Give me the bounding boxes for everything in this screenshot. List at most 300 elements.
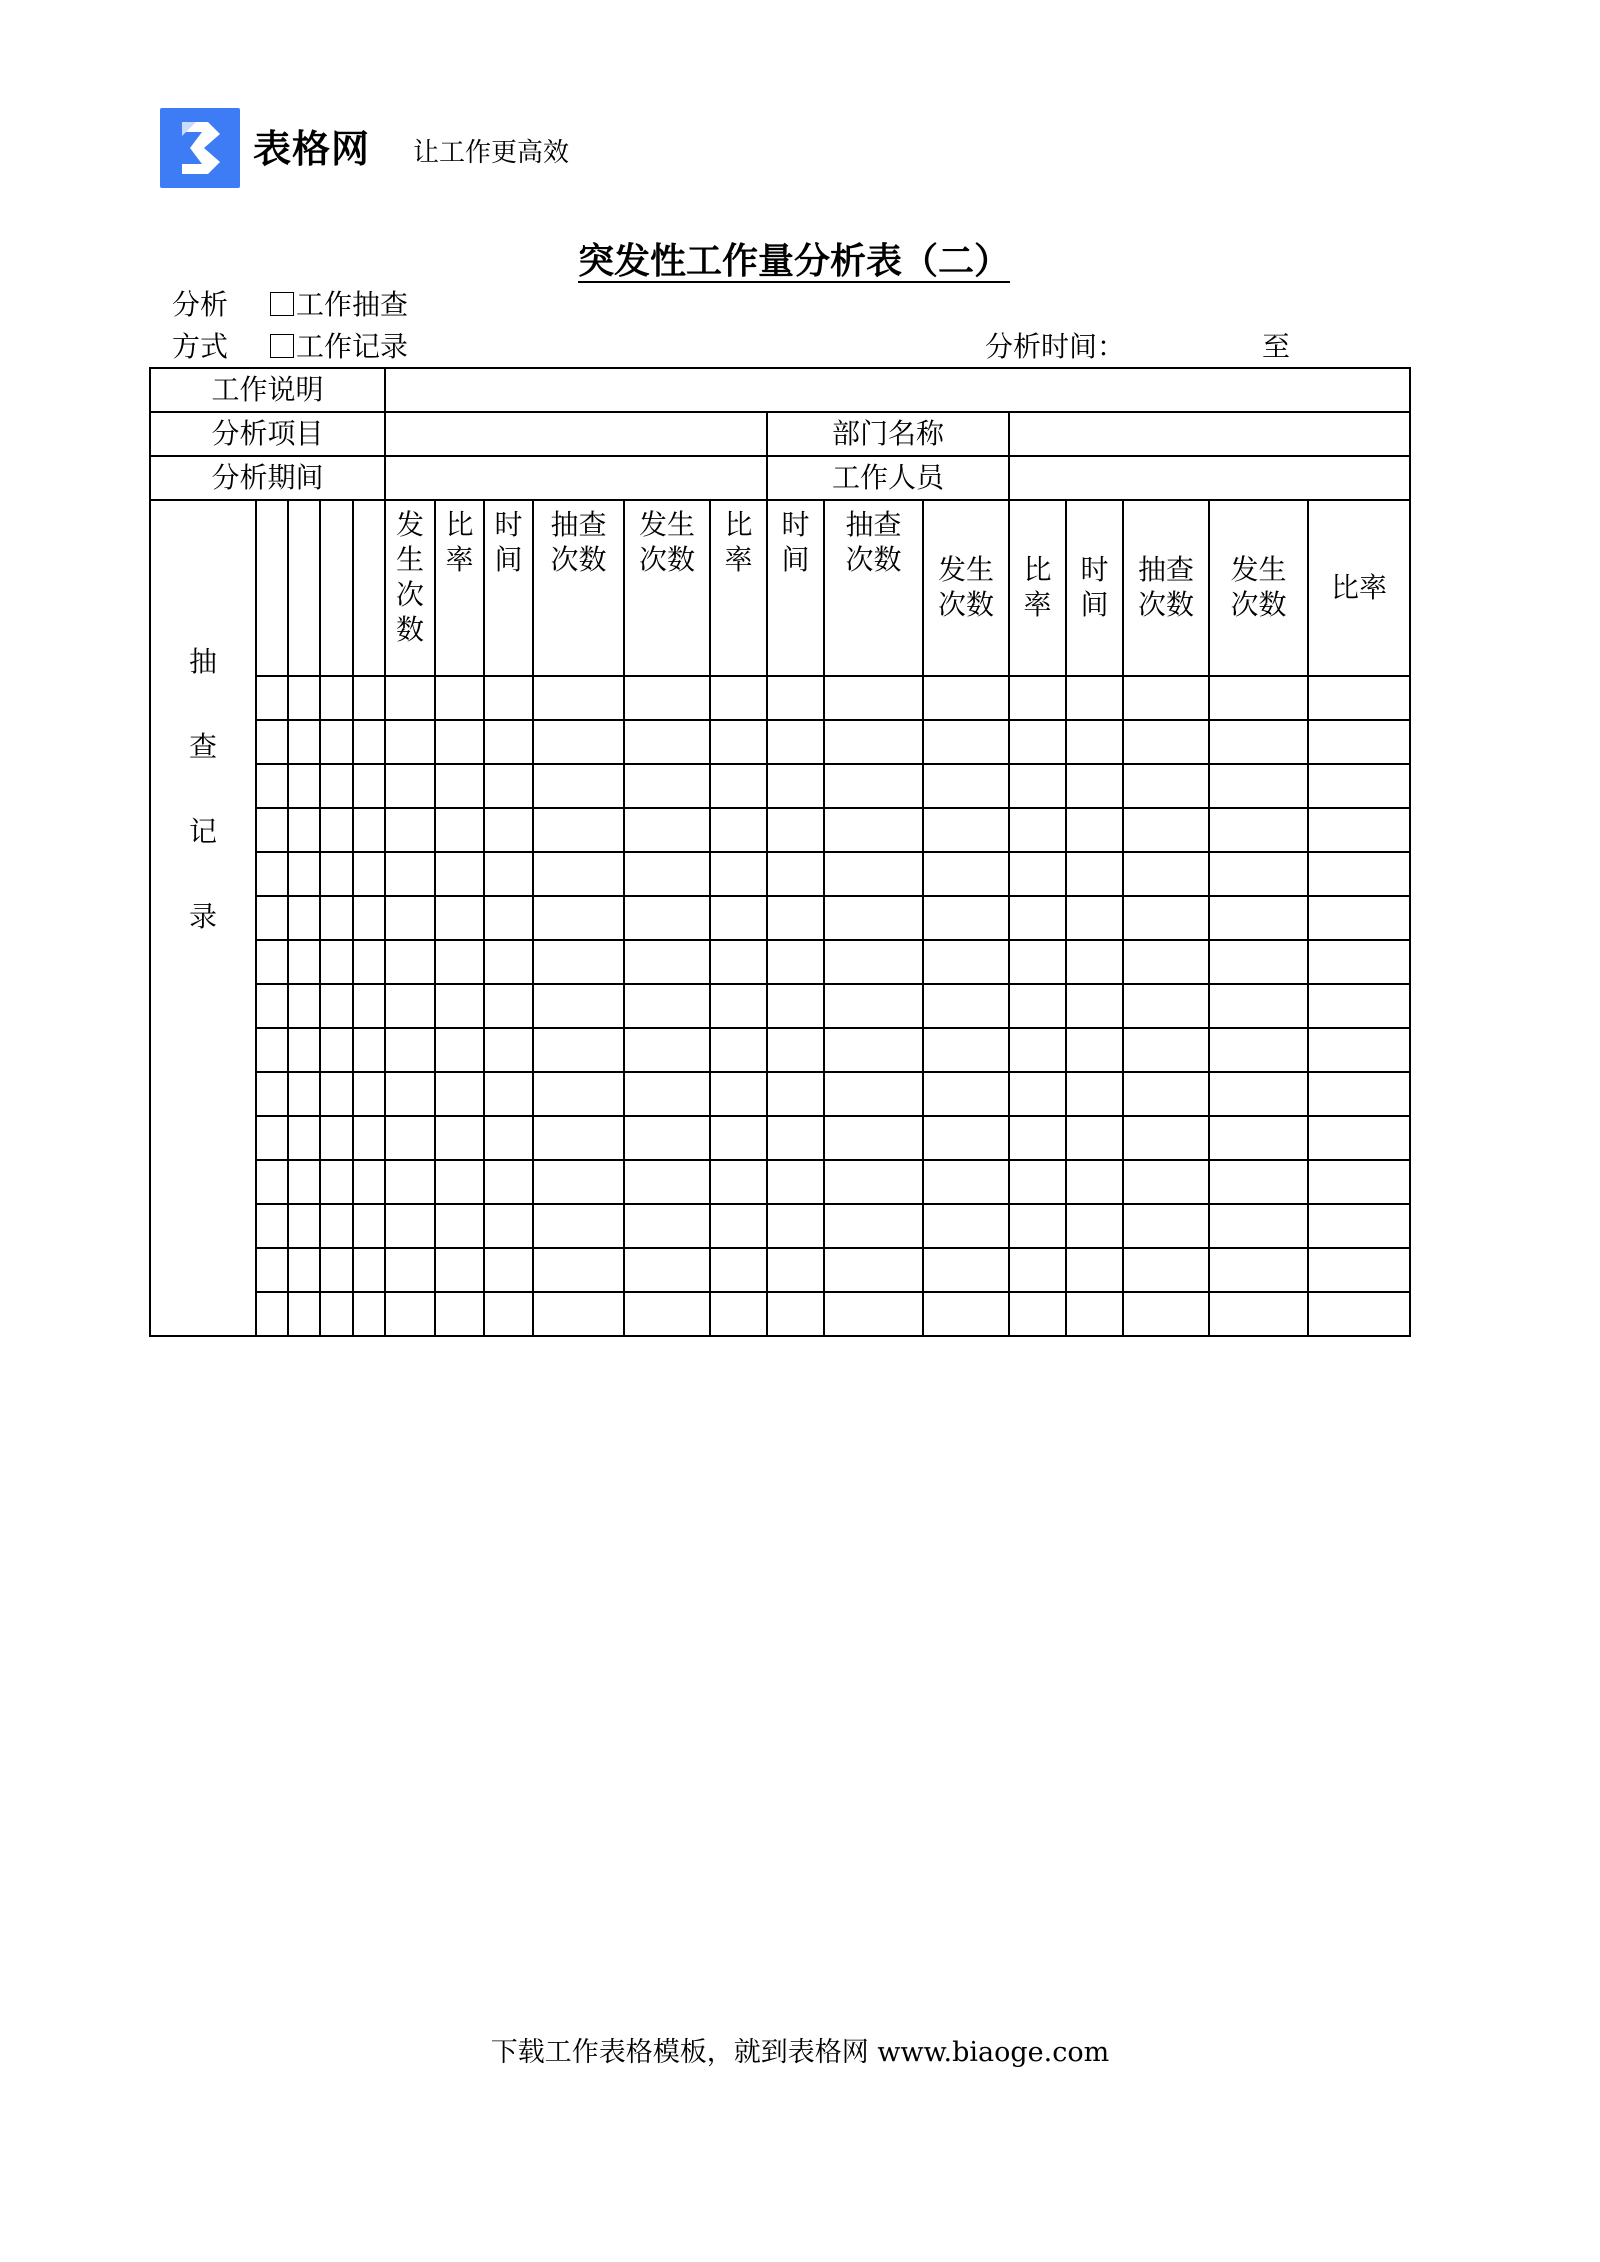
table-cell[interactable] [320, 1204, 353, 1248]
table-cell[interactable] [824, 1292, 923, 1336]
table-cell[interactable] [1123, 1248, 1209, 1292]
table-cell[interactable] [533, 1292, 624, 1336]
table-cell[interactable] [533, 1204, 624, 1248]
table-cell[interactable] [624, 720, 710, 764]
table-cell[interactable] [1123, 1116, 1209, 1160]
table-cell[interactable] [320, 1072, 353, 1116]
table-cell[interactable] [288, 808, 320, 852]
table-cell[interactable] [256, 1116, 288, 1160]
table-cell[interactable] [824, 984, 923, 1028]
table-cell[interactable] [824, 852, 923, 896]
table-cell[interactable] [1308, 764, 1410, 808]
table-cell[interactable] [288, 1160, 320, 1204]
table-cell[interactable] [1009, 808, 1066, 852]
table-cell[interactable] [1209, 808, 1308, 852]
table-cell[interactable] [385, 940, 435, 984]
table-cell[interactable] [1066, 852, 1123, 896]
table-cell[interactable] [767, 852, 824, 896]
table-cell[interactable] [1009, 1116, 1066, 1160]
table-cell[interactable] [1009, 1248, 1066, 1292]
table-cell[interactable] [435, 1028, 484, 1072]
table-cell[interactable] [923, 808, 1009, 852]
table-cell[interactable] [1123, 896, 1209, 940]
table-cell[interactable] [435, 1204, 484, 1248]
table-cell[interactable] [353, 896, 385, 940]
table-cell[interactable] [435, 764, 484, 808]
table-cell[interactable] [435, 1292, 484, 1336]
table-cell[interactable] [767, 1028, 824, 1072]
table-cell[interactable] [1066, 1204, 1123, 1248]
column-header-text: 次数 [1138, 587, 1195, 621]
table-cell[interactable] [1009, 1204, 1066, 1248]
work-record-checkbox[interactable] [270, 334, 294, 358]
table-cell[interactable] [484, 1204, 533, 1248]
spot-check-checkbox[interactable] [270, 292, 294, 316]
table-cell[interactable] [1308, 852, 1410, 896]
table-cell[interactable] [288, 1248, 320, 1292]
table-cell[interactable] [1209, 1072, 1308, 1116]
table-cell[interactable] [435, 808, 484, 852]
table-cell[interactable] [1308, 984, 1410, 1028]
table-cell[interactable] [385, 1028, 435, 1072]
table-cell[interactable] [435, 852, 484, 896]
column-header-text: 间 [1080, 587, 1109, 621]
table-cell[interactable] [1123, 808, 1209, 852]
table-cell[interactable] [923, 984, 1009, 1028]
table-cell[interactable] [256, 1028, 288, 1072]
table-cell[interactable] [320, 896, 353, 940]
table-cell[interactable] [923, 940, 1009, 984]
table-cell[interactable] [710, 1248, 767, 1292]
table-cell[interactable] [1209, 720, 1308, 764]
table-cell[interactable] [824, 720, 923, 764]
table-cell[interactable] [1123, 1028, 1209, 1072]
table-cell[interactable] [767, 896, 824, 940]
work-desc-field[interactable] [385, 368, 1410, 412]
table-cell[interactable] [533, 1248, 624, 1292]
table-cell[interactable] [1209, 1116, 1308, 1160]
table-cell[interactable] [385, 984, 435, 1028]
table-cell[interactable] [923, 676, 1009, 720]
table-cell[interactable] [1009, 1072, 1066, 1116]
table-cell[interactable] [256, 808, 288, 852]
table-cell[interactable] [1123, 940, 1209, 984]
table-cell[interactable] [533, 896, 624, 940]
table-cell[interactable] [1123, 984, 1209, 1028]
table-cell[interactable] [484, 896, 533, 940]
table-cell[interactable] [767, 1160, 824, 1204]
table-cell[interactable] [435, 1116, 484, 1160]
table-cell[interactable] [767, 676, 824, 720]
table-cell[interactable] [1308, 1204, 1410, 1248]
table-cell[interactable] [824, 808, 923, 852]
table-cell[interactable] [624, 676, 710, 720]
table-cell[interactable] [1209, 896, 1308, 940]
table-cell[interactable] [624, 1028, 710, 1072]
table-cell[interactable] [484, 1248, 533, 1292]
table-cell[interactable] [353, 1292, 385, 1336]
table-cell[interactable] [256, 764, 288, 808]
table-cell[interactable] [824, 1072, 923, 1116]
table-cell[interactable] [385, 1292, 435, 1336]
table-cell[interactable] [288, 764, 320, 808]
table-cell[interactable] [353, 1204, 385, 1248]
table-cell[interactable] [1009, 852, 1066, 896]
table-cell[interactable] [288, 676, 320, 720]
table-cell[interactable] [923, 1248, 1009, 1292]
table-cell[interactable] [1308, 1116, 1410, 1160]
table-cell[interactable] [923, 764, 1009, 808]
table-cell[interactable] [1209, 1160, 1308, 1204]
table-cell[interactable] [256, 940, 288, 984]
table-cell[interactable] [1066, 1028, 1123, 1072]
table-cell[interactable] [923, 1160, 1009, 1204]
table-cell[interactable] [1308, 808, 1410, 852]
table-cell[interactable] [353, 984, 385, 1028]
column-header-text: 次数 [550, 543, 607, 576]
table-cell[interactable] [435, 984, 484, 1028]
table-cell[interactable] [1209, 1248, 1308, 1292]
table-cell[interactable] [923, 852, 1009, 896]
column-header [1009, 500, 1066, 676]
table-cell[interactable] [767, 1204, 824, 1248]
table-cell[interactable] [1123, 1292, 1209, 1336]
table-cell[interactable] [256, 676, 288, 720]
table-cell[interactable] [484, 984, 533, 1028]
table-cell[interactable] [288, 1028, 320, 1072]
table-cell[interactable] [533, 676, 624, 720]
table-cell[interactable] [767, 940, 824, 984]
table-cell[interactable] [1066, 1248, 1123, 1292]
side-label-char: 记 [188, 815, 217, 848]
table-cell[interactable] [624, 1248, 710, 1292]
table-cell[interactable] [484, 720, 533, 764]
table-cell[interactable] [1308, 1292, 1410, 1336]
table-cell[interactable] [767, 764, 824, 808]
table-cell[interactable] [385, 1072, 435, 1116]
table-cell[interactable] [533, 720, 624, 764]
table-cell[interactable] [1066, 896, 1123, 940]
table-cell[interactable] [533, 1072, 624, 1116]
table-cell[interactable] [385, 764, 435, 808]
table-cell[interactable] [923, 1204, 1009, 1248]
table-cell[interactable] [385, 1204, 435, 1248]
table-cell[interactable] [767, 1292, 824, 1336]
table-cell[interactable] [1308, 676, 1410, 720]
table-cell[interactable] [353, 808, 385, 852]
table-cell[interactable] [353, 1072, 385, 1116]
table-cell[interactable] [824, 1204, 923, 1248]
table-cell[interactable] [1209, 940, 1308, 984]
table-cell[interactable] [435, 676, 484, 720]
table-cell[interactable] [624, 1072, 710, 1116]
table-cell[interactable] [533, 1160, 624, 1204]
table-cell[interactable] [320, 1292, 353, 1336]
table-cell[interactable] [767, 1116, 824, 1160]
table-cell[interactable] [1009, 720, 1066, 764]
table-cell[interactable] [824, 896, 923, 940]
table-cell[interactable] [1066, 984, 1123, 1028]
table-cell[interactable] [1009, 1292, 1066, 1336]
table-cell[interactable] [710, 1160, 767, 1204]
table-cell[interactable] [256, 1072, 288, 1116]
table-cell[interactable] [767, 720, 824, 764]
table-row [150, 720, 1410, 764]
table-cell[interactable] [1009, 676, 1066, 720]
table-row [150, 1072, 1410, 1116]
brand-logo [160, 108, 240, 188]
table-row [150, 896, 1410, 940]
column-header-row [150, 500, 1410, 676]
table-cell[interactable] [385, 808, 435, 852]
table-cell[interactable] [353, 940, 385, 984]
table-cell[interactable] [320, 852, 353, 896]
column-header-text: 发生 [639, 508, 696, 541]
table-cell[interactable] [320, 1116, 353, 1160]
table-cell[interactable] [484, 1292, 533, 1336]
option-work-record[interactable] [270, 325, 408, 365]
table-cell[interactable] [824, 1160, 923, 1204]
table-cell[interactable] [710, 720, 767, 764]
table-cell[interactable] [353, 1248, 385, 1292]
table-cell[interactable] [288, 1204, 320, 1248]
table-cell[interactable] [767, 984, 824, 1028]
table-cell[interactable] [385, 720, 435, 764]
table-cell[interactable] [435, 1248, 484, 1292]
table-row [150, 940, 1410, 984]
table-cell[interactable] [1123, 1160, 1209, 1204]
table-cell[interactable] [484, 1160, 533, 1204]
column-header-text: 生 [396, 543, 425, 576]
table-cell[interactable] [710, 1204, 767, 1248]
table-cell[interactable] [710, 984, 767, 1028]
table-cell[interactable] [1009, 896, 1066, 940]
table-cell[interactable] [1209, 764, 1308, 808]
table-cell[interactable] [710, 1072, 767, 1116]
table-cell[interactable] [484, 1072, 533, 1116]
table-cell[interactable] [824, 1116, 923, 1160]
table-cell[interactable] [1308, 1072, 1410, 1116]
table-cell[interactable] [353, 764, 385, 808]
table-cell[interactable] [320, 720, 353, 764]
table-cell[interactable] [624, 896, 710, 940]
table-cell[interactable] [710, 1028, 767, 1072]
table-cell[interactable] [1123, 1204, 1209, 1248]
table-cell[interactable] [256, 1204, 288, 1248]
table-cell[interactable] [353, 1116, 385, 1160]
table-cell[interactable] [1066, 676, 1123, 720]
table-cell[interactable] [385, 1116, 435, 1160]
table-cell[interactable] [256, 1292, 288, 1336]
table-cell[interactable] [385, 896, 435, 940]
table-cell[interactable] [1308, 720, 1410, 764]
table-row [150, 1292, 1410, 1336]
table-cell[interactable] [710, 764, 767, 808]
table-cell[interactable] [320, 764, 353, 808]
table-cell[interactable] [767, 1072, 824, 1116]
table-cell[interactable] [288, 1072, 320, 1116]
table-cell[interactable] [435, 1072, 484, 1116]
table-cell[interactable] [533, 1116, 624, 1160]
dept-field[interactable] [1009, 412, 1410, 456]
table-cell[interactable] [767, 1248, 824, 1292]
table-cell[interactable] [1308, 896, 1410, 940]
table-cell[interactable] [1066, 1072, 1123, 1116]
table-cell[interactable] [624, 1204, 710, 1248]
table-cell[interactable] [288, 720, 320, 764]
table-cell[interactable] [288, 1292, 320, 1336]
table-cell[interactable] [320, 676, 353, 720]
table-cell[interactable] [1123, 720, 1209, 764]
table-cell[interactable] [1123, 676, 1209, 720]
table-cell[interactable] [1066, 720, 1123, 764]
table-cell[interactable] [1308, 1160, 1410, 1204]
table-cell[interactable] [624, 1292, 710, 1336]
table-cell[interactable] [1308, 1028, 1410, 1072]
table-cell[interactable] [923, 1072, 1009, 1116]
table-cell[interactable] [624, 1160, 710, 1204]
table-row [150, 808, 1410, 852]
table-cell[interactable] [256, 896, 288, 940]
table-cell[interactable] [1009, 940, 1066, 984]
table-cell[interactable] [710, 808, 767, 852]
table-row [150, 412, 1410, 456]
table-cell[interactable] [484, 808, 533, 852]
side-label-char: 抽 [188, 645, 217, 678]
table-cell[interactable] [824, 676, 923, 720]
table-cell[interactable] [1066, 940, 1123, 984]
column-header [1308, 500, 1410, 676]
table-cell[interactable] [1209, 984, 1308, 1028]
table-cell[interactable] [824, 940, 923, 984]
column-header-text: 次数 [845, 543, 902, 576]
table-cell[interactable] [1009, 1160, 1066, 1204]
table-cell[interactable] [1308, 940, 1410, 984]
table-cell[interactable] [353, 676, 385, 720]
table-cell[interactable] [710, 1292, 767, 1336]
table-cell[interactable] [256, 720, 288, 764]
table-cell[interactable] [767, 808, 824, 852]
table-cell[interactable] [435, 896, 484, 940]
table-cell[interactable] [385, 676, 435, 720]
table-cell[interactable] [710, 896, 767, 940]
table-cell[interactable] [353, 1160, 385, 1204]
table-cell[interactable] [1066, 1292, 1123, 1336]
table-cell[interactable] [923, 720, 1009, 764]
table-cell[interactable] [256, 1160, 288, 1204]
table-cell[interactable] [484, 1116, 533, 1160]
table-cell[interactable] [484, 852, 533, 896]
table-cell[interactable] [923, 896, 1009, 940]
table-cell[interactable] [923, 1116, 1009, 1160]
table-cell[interactable] [484, 764, 533, 808]
table-cell[interactable] [385, 1248, 435, 1292]
table-cell[interactable] [256, 852, 288, 896]
table-cell[interactable] [1009, 1028, 1066, 1072]
table-cell[interactable] [533, 940, 624, 984]
table-cell[interactable] [923, 1028, 1009, 1072]
column-header [710, 500, 767, 676]
table-cell[interactable] [484, 1028, 533, 1072]
table-cell[interactable] [288, 1116, 320, 1160]
table-cell[interactable] [385, 1160, 435, 1204]
table-cell[interactable] [533, 764, 624, 808]
table-cell[interactable] [533, 1028, 624, 1072]
table-cell[interactable] [1209, 852, 1308, 896]
table-cell[interactable] [624, 808, 710, 852]
table-cell[interactable] [533, 852, 624, 896]
table-cell[interactable] [624, 764, 710, 808]
table-cell[interactable] [385, 852, 435, 896]
table-cell[interactable] [824, 1248, 923, 1292]
table-cell[interactable] [533, 808, 624, 852]
table-cell[interactable] [320, 808, 353, 852]
table-cell[interactable] [288, 852, 320, 896]
table-cell[interactable] [353, 720, 385, 764]
table-cell[interactable] [1308, 1248, 1410, 1292]
table-cell[interactable] [484, 676, 533, 720]
table-cell[interactable] [824, 764, 923, 808]
table-cell[interactable] [533, 984, 624, 1028]
table-cell[interactable] [1009, 764, 1066, 808]
table-cell[interactable] [435, 720, 484, 764]
table-cell[interactable] [435, 1160, 484, 1204]
table-cell[interactable] [1066, 764, 1123, 808]
table-cell[interactable] [320, 1028, 353, 1072]
period-field[interactable] [385, 456, 767, 500]
table-cell[interactable] [1209, 1204, 1308, 1248]
table-cell[interactable] [353, 852, 385, 896]
blank-header-cell [288, 500, 320, 676]
table-cell[interactable] [824, 1028, 923, 1072]
table-cell[interactable] [710, 676, 767, 720]
table-cell[interactable] [256, 984, 288, 1028]
table-cell[interactable] [1209, 1292, 1308, 1336]
table-cell[interactable] [1123, 1072, 1209, 1116]
table-cell[interactable] [320, 1248, 353, 1292]
table-cell[interactable] [1209, 676, 1308, 720]
table-cell[interactable] [484, 940, 533, 984]
table-cell[interactable] [256, 1248, 288, 1292]
table-cell[interactable] [320, 984, 353, 1028]
table-cell[interactable] [624, 852, 710, 896]
table-cell[interactable] [1123, 764, 1209, 808]
table-cell[interactable] [624, 940, 710, 984]
table-cell[interactable] [710, 940, 767, 984]
option-spot-check[interactable] [270, 283, 408, 323]
table-cell[interactable] [1209, 1028, 1308, 1072]
table-cell[interactable] [1009, 984, 1066, 1028]
table-cell[interactable] [288, 940, 320, 984]
table-cell[interactable] [288, 984, 320, 1028]
table-cell[interactable] [1123, 852, 1209, 896]
table-cell[interactable] [1066, 1116, 1123, 1160]
table-cell[interactable] [710, 1116, 767, 1160]
table-cell[interactable] [624, 1116, 710, 1160]
table-cell[interactable] [1066, 808, 1123, 852]
table-cell[interactable] [288, 896, 320, 940]
table-cell[interactable] [320, 1160, 353, 1204]
project-field[interactable] [385, 412, 767, 456]
table-cell[interactable] [1066, 1160, 1123, 1204]
table-cell[interactable] [923, 1292, 1009, 1336]
table-cell[interactable] [353, 1028, 385, 1072]
staff-field[interactable] [1009, 456, 1410, 500]
table-cell[interactable] [624, 984, 710, 1028]
table-cell[interactable] [320, 940, 353, 984]
table-cell[interactable] [435, 940, 484, 984]
table-cell[interactable] [710, 852, 767, 896]
